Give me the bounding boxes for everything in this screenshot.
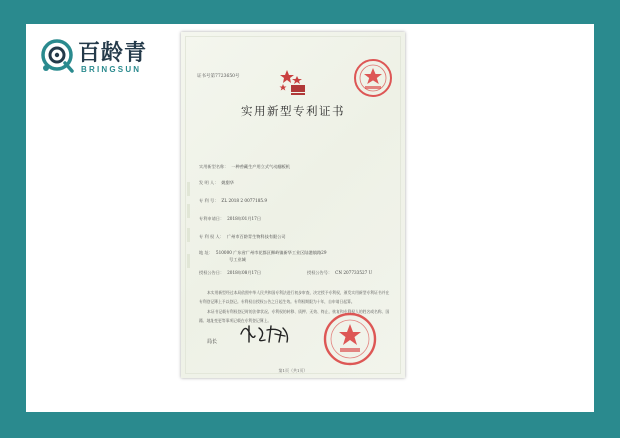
certificate-number: 证书号第7723650号 — [197, 74, 240, 79]
patent-office-seal-icon — [321, 310, 379, 368]
side-mark — [187, 182, 190, 196]
certificate-paragraph: 本证书记载专利权登记时的法律状况。专利权的转移、质押、无效、终止、恢复和专利权人的姓名或名称、国籍、地址变更等事项记载在专利登记簿上。 — [199, 309, 390, 323]
director-signature — [237, 322, 301, 346]
bringsun-logo-icon — [38, 36, 76, 76]
certificate-paragraph: 本实用新型经过本局依照中华人民共和国专利法进行初步审查，决定授予专利权，颁发实用新型专利证书并在专利登记簿上予以登记。专利权自授权公告之日起生效。专利权期限为十年，自申请日起算。 — [199, 290, 390, 304]
brand-logo[interactable] — [38, 34, 178, 82]
field-application-date: 专利申请日： 2018年01月17日 — [199, 216, 262, 221]
side-mark — [187, 204, 190, 218]
side-mark — [187, 254, 190, 268]
field-publication-number: 授权公告号： CN 207733527 U — [307, 270, 373, 275]
field-patentee: 专 利 权 人： 广州市百龄青生物科技有限公司 — [199, 234, 286, 239]
director-title: 局长 — [207, 339, 218, 345]
page-note: 第1页（共1页） — [278, 368, 308, 373]
brand-name-en: BRINGSUN — [81, 65, 142, 74]
field-address: 地 址： 510000 广东省广州市花都区狮岭镇新华工业区陆港镇路29 — [199, 250, 327, 255]
field-patent-number: 专 利 号： ZL 2018 2 0077185.9 — [199, 198, 268, 203]
side-mark — [187, 228, 190, 242]
patent-emblem-icon — [273, 68, 313, 98]
field-utility-model-name: 实用新型名称： 一种兽藏生产用立式气动翻板机 — [199, 164, 290, 169]
field-address-line2: 号工业城 — [229, 257, 246, 262]
patent-certificate — [181, 32, 405, 378]
certificate-title: 实用新型专利证书 — [241, 104, 345, 118]
field-grant-date: 授权公告日： 2018年08月17日 — [199, 270, 262, 275]
field-inventor: 发 明 人： 姚甜华 — [199, 180, 234, 185]
brand-name-cn: 百龄青 — [78, 41, 148, 66]
official-seal-icon — [351, 56, 395, 100]
